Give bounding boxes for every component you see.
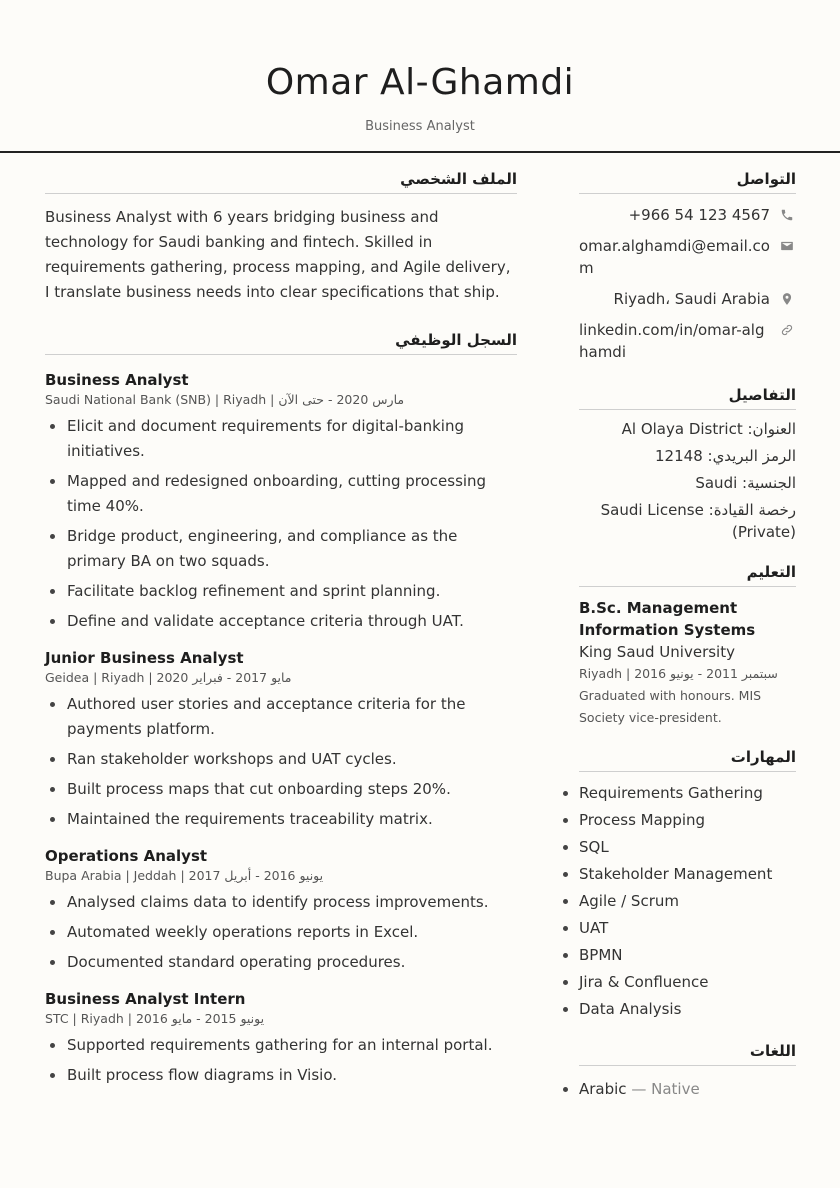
bullet-item: Ran stakeholder workshops and UAT cycles. [45, 747, 517, 772]
linkedin-text: linkedin.com/in/omar-alghamdi [579, 321, 765, 361]
bullet-item: Define and validate acceptance criteria through UAT. [45, 609, 517, 634]
bullet-item: Mapped and redesigned onboarding, cutting processing time 40%. [45, 469, 517, 519]
details-heading: التفاصيل [579, 386, 796, 410]
job-entry [45, 846, 517, 975]
envelope-icon [778, 237, 796, 255]
skills-list [579, 780, 796, 1023]
skill-item: Requirements Gathering [579, 780, 796, 807]
language-level: — Native [631, 1080, 700, 1098]
sidebar-column [579, 170, 796, 1103]
education-heading: التعليم [579, 563, 796, 587]
license-label: رخصة القيادة: [708, 501, 796, 519]
job-title: Junior Business Analyst [45, 649, 244, 667]
candidate-name: Omar Al-Ghamdi [265, 62, 575, 103]
job-bullets [45, 692, 517, 832]
skill-item: Process Mapping [579, 807, 796, 834]
detail-address [579, 418, 796, 440]
contact-email[interactable] [579, 235, 796, 279]
skill-item: Jira & Confluence [579, 969, 796, 996]
job-meta: Bupa Arabia | Jeddah | يونيو 2016 - أبريل 2017 [45, 868, 324, 883]
education-meta: Riyadh | سبتمبر 2011 - يونيو 2016 [579, 666, 778, 681]
job-meta: Geidea | Riyadh | مايو 2017 - فبراير 2020 [45, 670, 292, 685]
candidate-role: Business Analyst [365, 119, 475, 134]
bullet-item: Authored user stories and acceptance criteria for the payments platform. [45, 692, 517, 742]
link-icon [778, 321, 796, 339]
language-name: Arabic [579, 1080, 627, 1098]
contact-location [579, 288, 796, 310]
nationality-label: الجنسية: [742, 474, 796, 492]
contact-linkedin[interactable] [579, 319, 796, 363]
bullet-item: Elicit and document requirements for digital-banking initiatives. [45, 414, 517, 464]
license-value: Saudi License (Private) [600, 501, 796, 541]
contact-phone[interactable] [579, 204, 796, 226]
skill-item: Agile / Scrum [579, 888, 796, 915]
detail-nationality [579, 472, 796, 494]
skill-item: BPMN [579, 942, 796, 969]
detail-license [579, 499, 796, 543]
map-pin-icon [778, 290, 796, 308]
skill-item: SQL [579, 834, 796, 861]
email-text: omar.alghamdi@email.com [579, 237, 770, 277]
education-school: King Saud University [579, 643, 735, 661]
skill-item: Data Analysis [579, 996, 796, 1023]
contact-heading: التواصل [579, 170, 796, 194]
address-value: Al Olaya District [621, 420, 743, 438]
job-bullets [45, 890, 517, 975]
job-meta: Saudi National Bank (SNB) | Riyadh | مارس 2020 - حتى الآن [45, 392, 405, 407]
skills-heading: المهارات [579, 748, 796, 772]
postal-label: الرمز البريدي: [707, 447, 796, 465]
job-title: Business Analyst Intern [45, 990, 246, 1008]
job-bullets [45, 414, 517, 634]
bullet-item: Supported requirements gathering for an internal portal. [45, 1033, 517, 1058]
nationality-value: Saudi [695, 474, 738, 492]
job-entry [45, 648, 517, 832]
job-entry [45, 989, 517, 1088]
bullet-item: Documented standard operating procedures. [45, 950, 517, 975]
job-entry [45, 370, 517, 634]
bullet-item: Bridge product, engineering, and compliance as the primary BA on two squads. [45, 524, 517, 574]
bullet-item: Built process maps that cut onboarding steps 20%. [45, 777, 517, 802]
job-bullets [45, 1033, 517, 1088]
bullet-item: Maintained the requirements traceability matrix. [45, 807, 517, 832]
address-label: العنوان: [747, 420, 796, 438]
bullet-item: Built process flow diagrams in Visio. [45, 1063, 517, 1088]
education-note: Graduated with honours. MIS Society vice-president. [579, 688, 762, 725]
job-title: Business Analyst [45, 371, 189, 389]
bullet-item: Automated weekly operations reports in Excel. [45, 920, 517, 945]
experience-heading: السجل الوظيفي [45, 331, 517, 355]
resume-header [0, 0, 840, 153]
phone-text: +966 54 123 4567 [628, 206, 770, 224]
bullet-item: Analysed claims data to identify process improvements. [45, 890, 517, 915]
job-title: Operations Analyst [45, 847, 208, 865]
bullet-item: Facilitate backlog refinement and sprint planning. [45, 579, 517, 604]
phone-icon [778, 206, 796, 224]
profile-summary: Business Analyst with 6 years bridging business and technology for Saudi banking and fintech. Skilled in requirements gathering, process mapping, and Agile delivery, I translate business needs into clear specifications that ship. [45, 208, 511, 301]
skill-item: Stakeholder Management [579, 861, 796, 888]
postal-value: 12148 [655, 447, 703, 465]
skill-item: UAT [579, 915, 796, 942]
languages-list [579, 1076, 796, 1103]
main-column [45, 170, 517, 1093]
job-meta: STC | Riyadh | يونيو 2015 - مايو 2016 [45, 1011, 265, 1026]
detail-postal [579, 445, 796, 467]
location-text: Riyadh، Saudi Arabia [613, 290, 770, 308]
language-item [579, 1076, 796, 1103]
education-degree: B.Sc. Management Information Systems [579, 599, 756, 639]
languages-heading: اللغات [579, 1042, 796, 1066]
profile-heading: الملف الشخصي [45, 170, 517, 194]
